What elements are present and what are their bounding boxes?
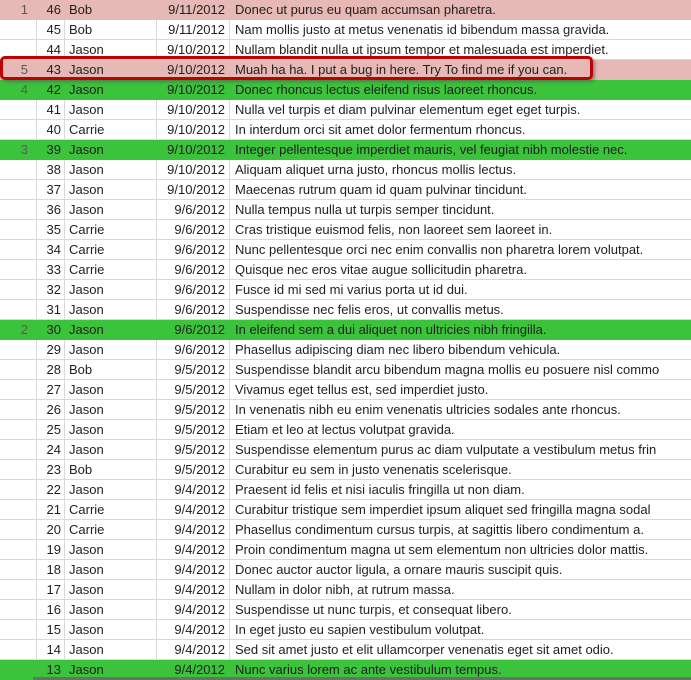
author-cell[interactable]: Jason xyxy=(69,662,104,677)
rank-cell[interactable] xyxy=(0,480,37,499)
id-cell[interactable]: 28 xyxy=(37,360,65,379)
table-row[interactable] xyxy=(0,120,691,140)
id-cell[interactable]: 46 xyxy=(46,2,61,17)
id-cell[interactable]: 24 xyxy=(37,440,65,459)
rank-cell[interactable] xyxy=(0,240,37,259)
date-cell[interactable]: 9/10/2012 xyxy=(157,160,230,179)
message-cell[interactable]: Suspendisse ut nunc turpis, et consequat libero. xyxy=(235,602,512,617)
date-cell[interactable]: 9/10/2012 xyxy=(157,120,230,139)
id-cell[interactable]: 22 xyxy=(37,480,65,499)
message-cell[interactable]: In venenatis nibh eu enim venenatis ultricies sodales ante rhoncus. xyxy=(235,402,621,417)
table-row[interactable] xyxy=(0,320,691,340)
date-cell[interactable]: 9/11/2012 xyxy=(168,2,225,17)
author-cell[interactable]: Jason xyxy=(65,180,157,199)
rank-cell[interactable] xyxy=(0,100,37,119)
message-cell[interactable]: Suspendisse nec felis eros, ut convallis metus. xyxy=(235,302,504,317)
date-cell[interactable]: 9/4/2012 xyxy=(157,520,230,539)
table-row[interactable] xyxy=(0,0,691,20)
rank-cell[interactable] xyxy=(0,180,37,199)
id-cell[interactable]: 21 xyxy=(37,500,65,519)
id-cell[interactable]: 37 xyxy=(37,180,65,199)
rank-cell[interactable] xyxy=(0,640,37,659)
author-cell[interactable]: Jason xyxy=(65,380,157,399)
message-cell[interactable]: Muah ha ha. I put a bug in here. Try To find me if you can. xyxy=(235,62,568,77)
table-row[interactable] xyxy=(0,580,691,600)
table-row[interactable] xyxy=(0,520,691,540)
table-row[interactable] xyxy=(0,160,691,180)
table-row[interactable] xyxy=(0,180,691,200)
rank-cell[interactable] xyxy=(0,340,37,359)
id-cell[interactable]: 43 xyxy=(46,62,61,77)
table-row[interactable] xyxy=(0,440,691,460)
date-cell[interactable]: 9/4/2012 xyxy=(157,580,230,599)
id-cell[interactable]: 38 xyxy=(37,160,65,179)
date-cell[interactable]: 9/6/2012 xyxy=(157,220,230,239)
author-cell[interactable]: Carrie xyxy=(65,240,157,259)
id-cell[interactable]: 25 xyxy=(37,420,65,439)
date-cell[interactable]: 9/5/2012 xyxy=(157,380,230,399)
table-row[interactable] xyxy=(0,460,691,480)
table-row[interactable] xyxy=(0,400,691,420)
table-row[interactable] xyxy=(0,80,691,100)
id-cell[interactable]: 19 xyxy=(37,540,65,559)
id-cell[interactable]: 14 xyxy=(37,640,65,659)
id-cell[interactable]: 16 xyxy=(37,600,65,619)
message-cell[interactable]: Curabitur tristique sem imperdiet ipsum aliquet sed fringilla magna sodal xyxy=(235,502,651,517)
rank-cell[interactable] xyxy=(0,580,37,599)
message-cell[interactable]: Suspendisse elementum purus ac diam vulputate a vestibulum metus frin xyxy=(235,442,657,457)
rank-cell[interactable] xyxy=(0,220,37,239)
rank-cell[interactable] xyxy=(0,440,37,459)
rank-cell[interactable] xyxy=(0,420,37,439)
author-cell[interactable]: Jason xyxy=(65,440,157,459)
author-cell[interactable]: Jason xyxy=(65,40,157,59)
message-cell[interactable]: Donec rhoncus lectus eleifend risus laoreet rhoncus. xyxy=(235,82,538,97)
table-row[interactable] xyxy=(0,540,691,560)
date-cell[interactable]: 9/6/2012 xyxy=(157,260,230,279)
rank-cell[interactable] xyxy=(0,280,37,299)
author-cell[interactable]: Jason xyxy=(65,540,157,559)
date-cell[interactable]: 9/5/2012 xyxy=(157,460,230,479)
author-cell[interactable]: Jason xyxy=(65,600,157,619)
author-cell[interactable]: Jason xyxy=(69,62,104,77)
message-cell[interactable]: In interdum orci sit amet dolor fermentum rhoncus. xyxy=(235,122,526,137)
message-cell[interactable]: Suspendisse blandit arcu bibendum magna mollis eu posuere nisl commo xyxy=(235,362,660,377)
date-cell[interactable]: 9/4/2012 xyxy=(174,662,225,677)
author-cell[interactable]: Bob xyxy=(69,2,93,17)
table-row[interactable] xyxy=(0,200,691,220)
message-cell[interactable]: Aliquam aliquet urna justo, rhoncus mollis lectus. xyxy=(235,162,517,177)
rank-cell[interactable] xyxy=(0,400,37,419)
author-cell[interactable]: Jason xyxy=(65,480,157,499)
author-cell[interactable]: Jason xyxy=(65,340,157,359)
table-row[interactable] xyxy=(0,100,691,120)
author-cell[interactable]: Carrie xyxy=(65,120,157,139)
rank-cell[interactable] xyxy=(0,380,37,399)
rank-cell[interactable] xyxy=(0,540,37,559)
id-cell[interactable]: 17 xyxy=(37,580,65,599)
table-row[interactable] xyxy=(0,640,691,660)
date-cell[interactable]: 9/4/2012 xyxy=(157,500,230,519)
message-cell[interactable]: Proin condimentum magna ut sem elementum non ultricies dolor mattis. xyxy=(235,542,649,557)
id-cell[interactable]: 30 xyxy=(46,322,61,337)
rank-cell[interactable] xyxy=(0,160,37,179)
rank-cell[interactable]: 3 xyxy=(20,142,28,157)
rank-cell[interactable] xyxy=(0,520,37,539)
message-cell[interactable]: Nullam blandit nulla ut ipsum tempor et malesuada est imperdiet. xyxy=(235,42,609,57)
date-cell[interactable]: 9/10/2012 xyxy=(157,180,230,199)
date-cell[interactable]: 9/4/2012 xyxy=(157,540,230,559)
id-cell[interactable]: 36 xyxy=(37,200,65,219)
date-cell[interactable]: 9/6/2012 xyxy=(157,240,230,259)
message-cell[interactable]: In eget justo eu sapien vestibulum volutpat. xyxy=(235,622,485,637)
author-cell[interactable]: Jason xyxy=(69,322,104,337)
id-cell[interactable]: 44 xyxy=(37,40,65,59)
date-cell[interactable]: 9/6/2012 xyxy=(157,200,230,219)
id-cell[interactable]: 41 xyxy=(37,100,65,119)
rank-cell[interactable] xyxy=(0,300,37,319)
date-cell[interactable]: 9/4/2012 xyxy=(157,480,230,499)
date-cell[interactable]: 9/5/2012 xyxy=(157,400,230,419)
rank-cell[interactable] xyxy=(0,40,37,59)
table-row[interactable] xyxy=(0,500,691,520)
table-row[interactable] xyxy=(0,340,691,360)
table-row[interactable] xyxy=(0,620,691,640)
rank-cell[interactable]: 1 xyxy=(20,2,28,17)
id-cell[interactable]: 27 xyxy=(37,380,65,399)
date-cell[interactable]: 9/4/2012 xyxy=(157,640,230,659)
message-cell[interactable]: In eleifend sem a dui aliquet non ultricies nibh fringilla. xyxy=(235,322,547,337)
date-cell[interactable]: 9/6/2012 xyxy=(157,280,230,299)
id-cell[interactable]: 32 xyxy=(37,280,65,299)
table-row[interactable] xyxy=(0,300,691,320)
table-row[interactable] xyxy=(0,260,691,280)
author-cell[interactable]: Bob xyxy=(65,460,157,479)
message-cell[interactable]: Nullam in dolor nibh, at rutrum massa. xyxy=(235,582,455,597)
message-cell[interactable]: Phasellus condimentum cursus turpis, at sagittis libero condimentum a. xyxy=(235,522,644,537)
date-cell[interactable]: 9/5/2012 xyxy=(157,420,230,439)
table-row[interactable] xyxy=(0,60,691,80)
rank-cell[interactable] xyxy=(0,20,37,39)
message-cell[interactable]: Maecenas rutrum quam id quam pulvinar tincidunt. xyxy=(235,182,527,197)
author-cell[interactable]: Jason xyxy=(65,300,157,319)
rank-cell[interactable]: 2 xyxy=(20,322,28,337)
table-row[interactable] xyxy=(0,40,691,60)
id-cell[interactable]: 33 xyxy=(37,260,65,279)
table-row[interactable] xyxy=(0,360,691,380)
message-cell[interactable]: Quisque nec eros vitae augue sollicitudin pharetra. xyxy=(235,262,527,277)
date-cell[interactable]: 9/6/2012 xyxy=(174,322,225,337)
id-cell[interactable]: 23 xyxy=(37,460,65,479)
author-cell[interactable]: Jason xyxy=(65,640,157,659)
id-cell[interactable]: 39 xyxy=(46,142,61,157)
message-cell[interactable]: Donec auctor auctor ligula, a ornare mauris suscipit quis. xyxy=(235,562,563,577)
table-row[interactable] xyxy=(0,220,691,240)
date-cell[interactable]: 9/4/2012 xyxy=(157,620,230,639)
author-cell[interactable]: Jason xyxy=(65,280,157,299)
date-cell[interactable]: 9/10/2012 xyxy=(167,62,225,77)
id-cell[interactable]: 18 xyxy=(37,560,65,579)
message-cell[interactable]: Curabitur eu sem in justo venenatis scelerisque. xyxy=(235,462,512,477)
message-cell[interactable]: Nulla tempus nulla ut turpis semper tincidunt. xyxy=(235,202,495,217)
date-cell[interactable]: 9/5/2012 xyxy=(157,440,230,459)
author-cell[interactable]: Bob xyxy=(65,20,157,39)
rank-cell[interactable]: 5 xyxy=(20,62,28,77)
id-cell[interactable]: 13 xyxy=(46,662,61,677)
table-row[interactable] xyxy=(0,140,691,160)
message-cell[interactable]: Praesent id felis et nisi iaculis fringilla ut non diam. xyxy=(235,482,525,497)
author-cell[interactable]: Jason xyxy=(65,560,157,579)
date-cell[interactable]: 9/10/2012 xyxy=(167,82,225,97)
message-cell[interactable]: Donec ut purus eu quam accumsan pharetra. xyxy=(235,2,496,17)
rank-cell[interactable] xyxy=(0,660,37,679)
rank-cell[interactable] xyxy=(0,260,37,279)
date-cell[interactable]: 9/4/2012 xyxy=(157,560,230,579)
rank-cell[interactable] xyxy=(0,200,37,219)
rank-cell[interactable] xyxy=(0,500,37,519)
message-cell[interactable]: Integer pellentesque imperdiet mauris, vel feugiat nibh molestie nec. xyxy=(235,142,628,157)
table-row[interactable] xyxy=(0,420,691,440)
message-cell[interactable]: Cras tristique euismod felis, non laoreet sem laoreet in. xyxy=(235,222,553,237)
author-cell[interactable]: Bob xyxy=(65,360,157,379)
author-cell[interactable]: Jason xyxy=(65,400,157,419)
message-cell[interactable]: Phasellus adipiscing diam nec libero bibendum vehicula. xyxy=(235,342,561,357)
author-cell[interactable]: Carrie xyxy=(65,260,157,279)
id-cell[interactable]: 34 xyxy=(37,240,65,259)
date-cell[interactable]: 9/6/2012 xyxy=(157,340,230,359)
author-cell[interactable]: Jason xyxy=(65,620,157,639)
id-cell[interactable]: 31 xyxy=(37,300,65,319)
id-cell[interactable]: 40 xyxy=(37,120,65,139)
id-cell[interactable]: 45 xyxy=(37,20,65,39)
message-cell[interactable]: Nulla vel turpis et diam pulvinar elementum eget eget turpis. xyxy=(235,102,581,117)
rank-cell[interactable] xyxy=(0,560,37,579)
message-cell[interactable]: Fusce id mi sed mi varius porta ut id dui. xyxy=(235,282,468,297)
author-cell[interactable]: Carrie xyxy=(65,220,157,239)
author-cell[interactable]: Jason xyxy=(69,82,104,97)
table-row[interactable] xyxy=(0,380,691,400)
message-cell[interactable]: Etiam et leo at lectus volutpat gravida. xyxy=(235,422,455,437)
id-cell[interactable]: 20 xyxy=(37,520,65,539)
rank-cell[interactable] xyxy=(0,120,37,139)
table-row[interactable] xyxy=(0,560,691,580)
rank-cell[interactable] xyxy=(0,460,37,479)
message-cell[interactable]: Sed sit amet justo et elit ullamcorper venenatis eget sit amet odio. xyxy=(235,642,614,657)
author-cell[interactable]: Carrie xyxy=(65,500,157,519)
author-cell[interactable]: Carrie xyxy=(65,520,157,539)
author-cell[interactable]: Jason xyxy=(65,200,157,219)
id-cell[interactable]: 35 xyxy=(37,220,65,239)
author-cell[interactable]: Jason xyxy=(65,580,157,599)
rank-cell[interactable] xyxy=(0,360,37,379)
author-cell[interactable]: Jason xyxy=(65,160,157,179)
id-cell[interactable]: 29 xyxy=(37,340,65,359)
message-cell[interactable]: Nunc pellentesque orci nec enim convallis non pharetra lorem volutpat. xyxy=(235,242,644,257)
table-row[interactable] xyxy=(0,600,691,620)
message-cell[interactable]: Nam mollis justo at metus venenatis id bibendum massa gravida. xyxy=(235,22,610,37)
author-cell[interactable]: Jason xyxy=(69,142,104,157)
table-row[interactable] xyxy=(0,480,691,500)
author-cell[interactable]: Jason xyxy=(65,100,157,119)
message-cell[interactable]: Vivamus eget tellus est, sed imperdiet justo. xyxy=(235,382,489,397)
date-cell[interactable]: 9/11/2012 xyxy=(157,20,230,39)
table-row[interactable] xyxy=(0,20,691,40)
rank-cell[interactable] xyxy=(0,600,37,619)
id-cell[interactable]: 15 xyxy=(37,620,65,639)
author-cell[interactable]: Jason xyxy=(65,420,157,439)
date-cell[interactable]: 9/10/2012 xyxy=(157,100,230,119)
table-row[interactable] xyxy=(0,240,691,260)
id-cell[interactable]: 26 xyxy=(37,400,65,419)
date-cell[interactable]: 9/4/2012 xyxy=(157,600,230,619)
table-row[interactable] xyxy=(0,280,691,300)
date-cell[interactable]: 9/6/2012 xyxy=(157,300,230,319)
date-cell[interactable]: 9/10/2012 xyxy=(157,40,230,59)
date-cell[interactable]: 9/10/2012 xyxy=(167,142,225,157)
rank-cell[interactable]: 4 xyxy=(20,82,28,97)
message-cell[interactable]: Nunc varius lorem ac ante vestibulum tempus. xyxy=(235,662,502,677)
date-cell[interactable]: 9/5/2012 xyxy=(157,360,230,379)
id-cell[interactable]: 42 xyxy=(46,82,61,97)
rank-cell[interactable] xyxy=(0,620,37,639)
